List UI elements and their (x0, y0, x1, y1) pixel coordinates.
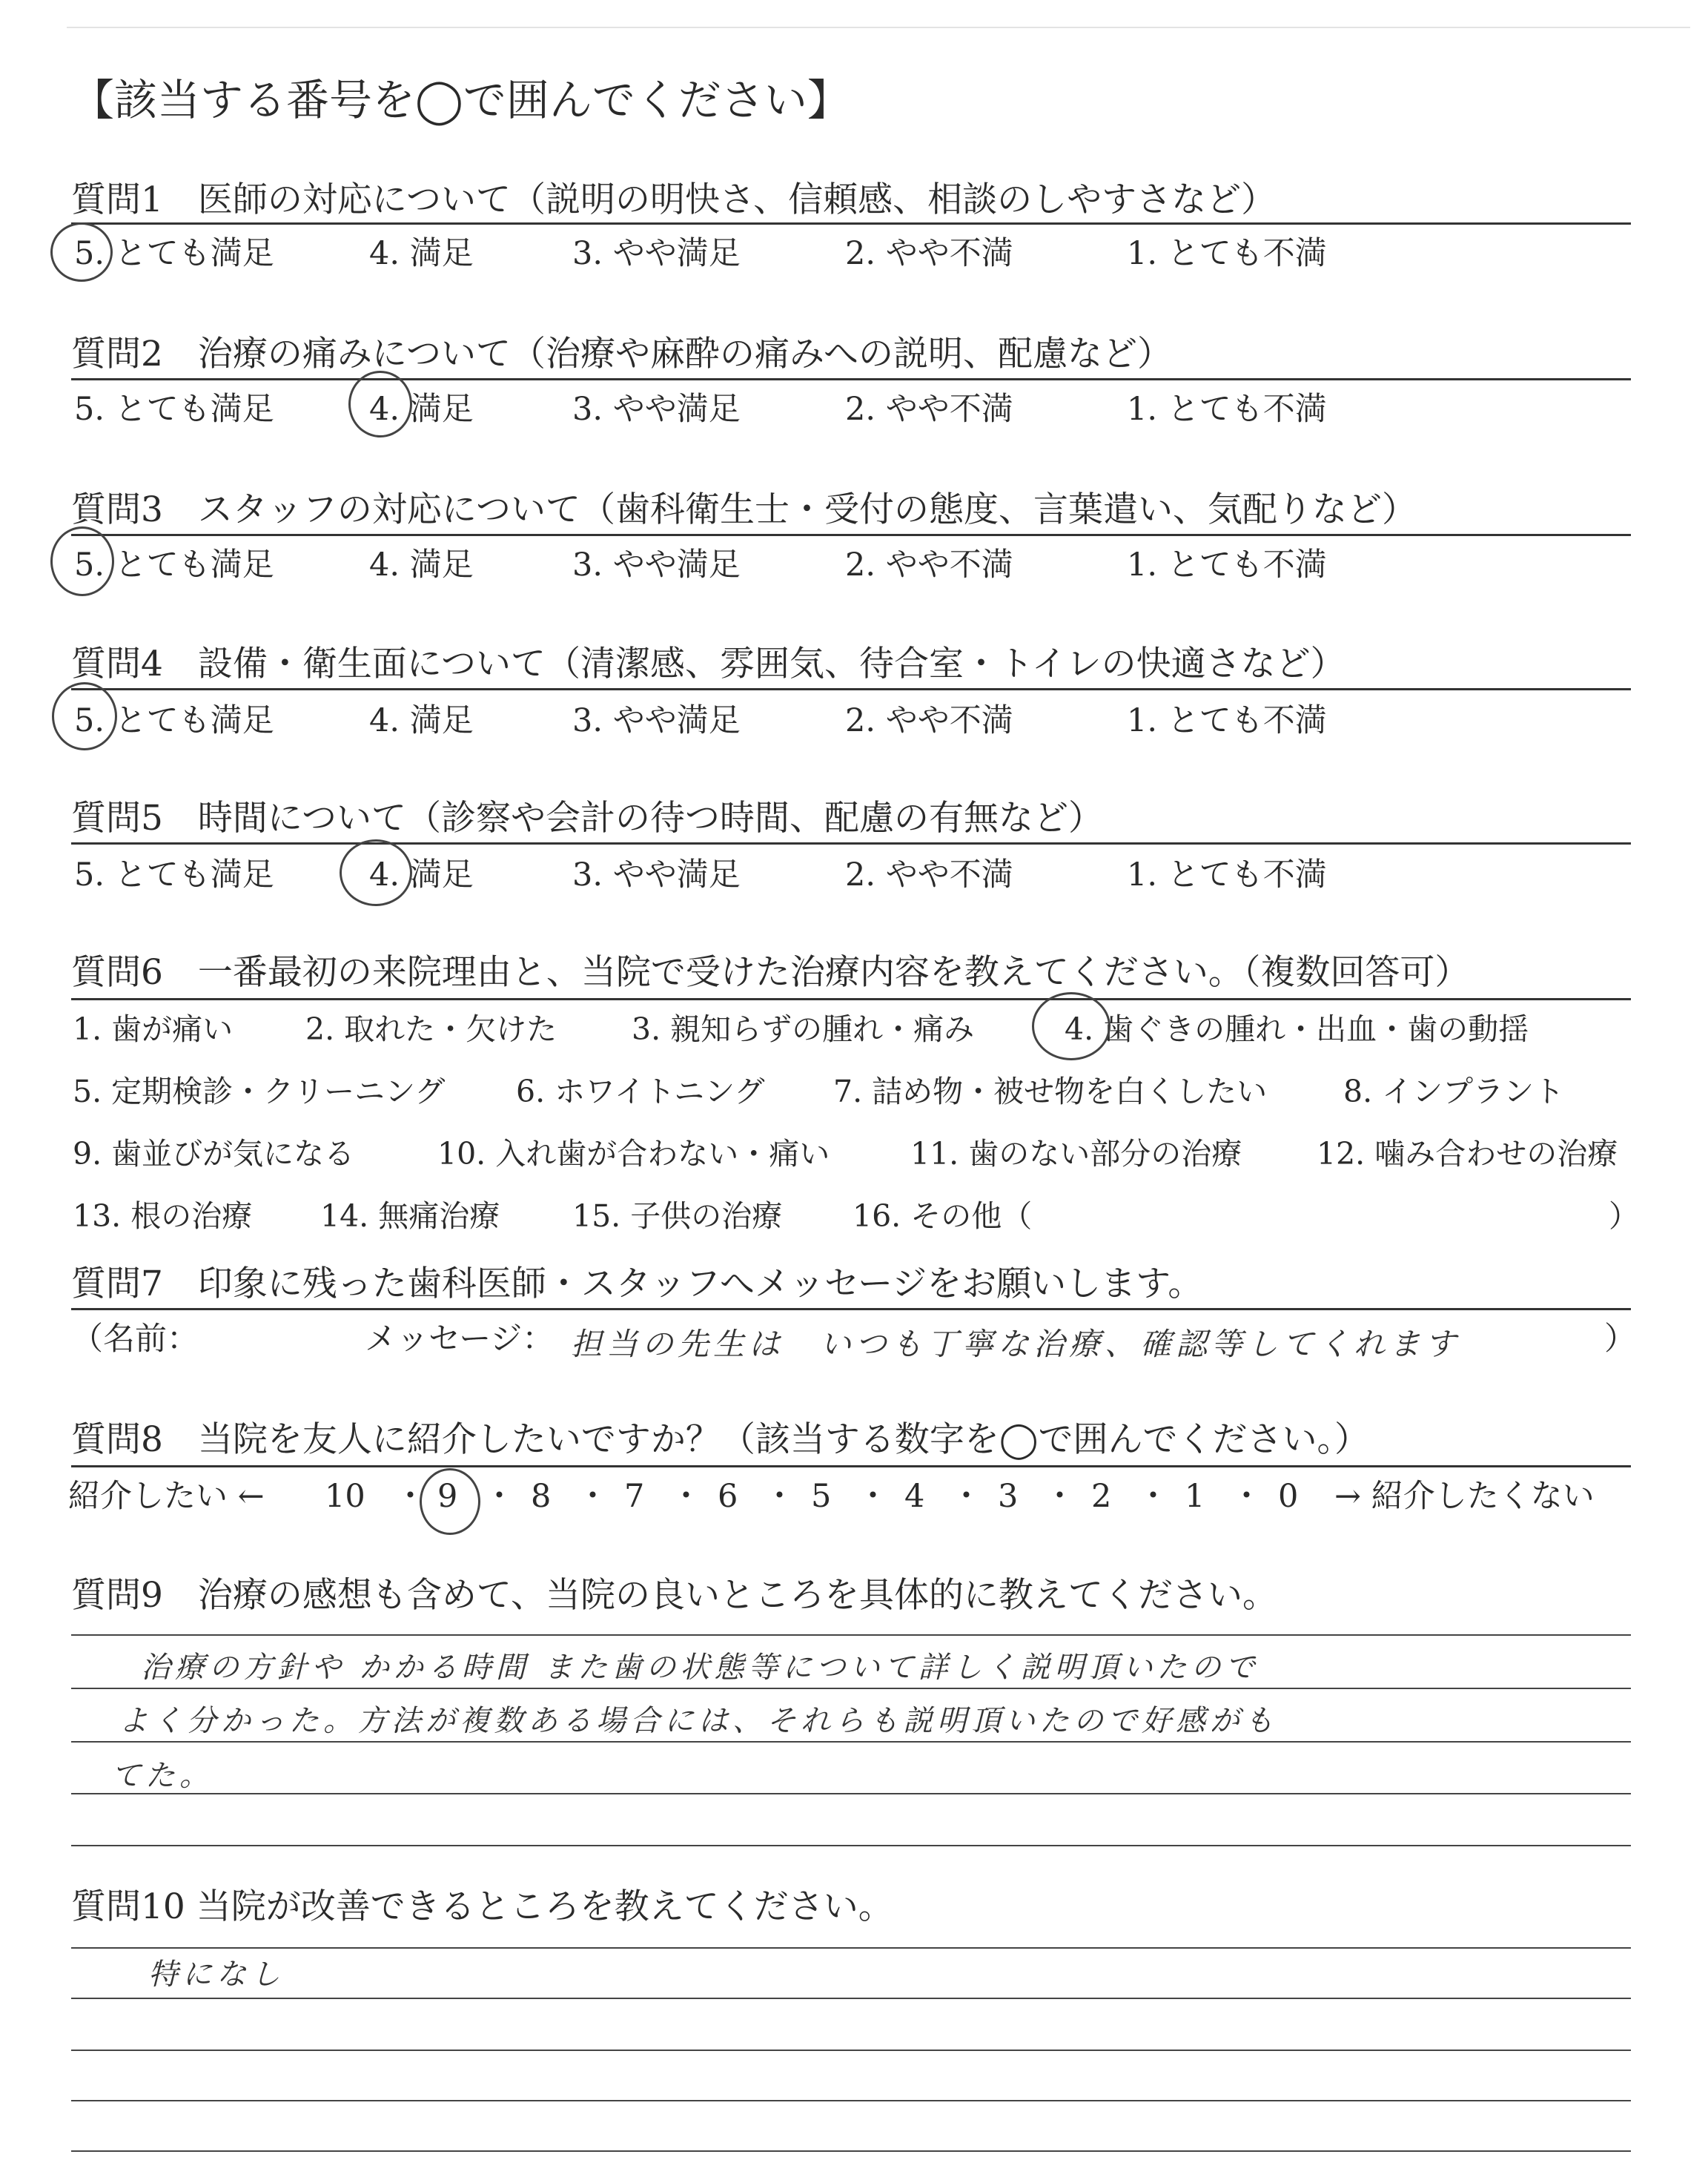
q1-option-2[interactable]: 2. やや不満 (845, 235, 1013, 272)
q6-text: 一番最初の来院理由と、当院で受けた治療内容を教えてください。（複数回答可） (197, 952, 1470, 993)
q6-selection-circle (1032, 992, 1110, 1060)
q9-answer-line-1[interactable]: 治療の方針や かかる時間 また歯の状態等について詳しく説明頂いたので (141, 1651, 1260, 1685)
q10-answer-line-1[interactable]: 特になし (148, 1958, 285, 1992)
q8-left-label: 紹介したい ← (68, 1478, 265, 1515)
q2-heading (71, 331, 1172, 378)
q6-option-8[interactable]: 8. インプラント (1343, 1074, 1565, 1109)
q4-options (0, 700, 1708, 744)
q5-option-2[interactable]: 2. やや不満 (845, 856, 1013, 894)
q8-scale-2[interactable]: 2 (1091, 1478, 1112, 1515)
q6-option-10[interactable]: 10. 入れ歯が合わない・痛い (437, 1136, 830, 1172)
q6-option-2[interactable]: 2. 取れた・欠けた (305, 1011, 557, 1047)
q1-selection-circle (50, 222, 113, 282)
q9-line-2 (71, 1688, 1631, 1689)
q3-rule (71, 534, 1631, 536)
q7-label: 質問7 (71, 1264, 163, 1304)
q3-option-3[interactable]: 3. やや満足 (572, 546, 741, 584)
q7-close-paren: ） (1604, 1321, 1636, 1358)
q10-heading (71, 1883, 893, 1931)
q8-scale: 紹介したい ← 10 ・ 9 ・ 8 ・ 7 ・ 6 ・ 5 ・ 4 ・ 3 ・ 2 ・ 1 ・ 0 → 紹介したくない (0, 1476, 1708, 1520)
q9-line-4 (71, 1793, 1631, 1794)
q1-option-5[interactable]: 5. とても満足 (74, 235, 274, 272)
q1-rule (71, 222, 1631, 225)
q4-option-3[interactable]: 3. やや満足 (572, 702, 741, 739)
instruction-title: 【該当する番号を◯で囲んでください】 (71, 75, 850, 125)
q6-option-5[interactable]: 5. 定期検診・クリーニング (73, 1074, 446, 1109)
q7-rule (71, 1308, 1631, 1310)
q10-line-3 (71, 2050, 1631, 2051)
q2-option-5[interactable]: 5. とても満足 (74, 391, 274, 428)
q6-option-13[interactable]: 13. 根の治療 (73, 1198, 253, 1234)
q8-scale-7[interactable]: 7 (624, 1478, 645, 1515)
q6-option-7[interactable]: 7. 詰め物・被せ物を白くしたい (833, 1074, 1268, 1109)
q3-option-2[interactable]: 2. やや不満 (845, 546, 1013, 584)
q7-text: 印象に残った歯科医師・スタッフへメッセージをお願いします。 (197, 1264, 1203, 1304)
q8-scale-1[interactable]: 1 (1185, 1478, 1205, 1515)
q1-text: 医師の対応について（説明の明快さ、信頼感、相談のしやすさなど） (197, 179, 1277, 220)
q3-options (0, 544, 1708, 589)
q8-scale-8[interactable]: 8 (531, 1478, 552, 1515)
q6-option-1[interactable]: 1. 歯が痛い (73, 1011, 234, 1047)
q5-option-4[interactable]: 4. 満足 (369, 856, 474, 894)
q1-option-1[interactable]: 1. とても不満 (1127, 235, 1327, 272)
q8-scale-5[interactable]: 5 (811, 1478, 832, 1515)
q4-heading (71, 641, 1345, 688)
q8-scale-3[interactable]: 3 (998, 1478, 1019, 1515)
q1-label: 質問1 (71, 179, 163, 220)
q5-label: 質問5 (71, 798, 163, 839)
q3-text: スタッフの対応について（歯科衛生士・受付の態度、言葉遣い、気配りなど） (197, 489, 1417, 530)
q7-message-label: メッセージ： (365, 1321, 555, 1358)
q10-line-1 (71, 1947, 1631, 1949)
q8-text: 当院を友人に紹介したいですか？（該当する数字を◯で囲んでください。） (197, 1419, 1370, 1460)
q8-selection-circle (420, 1468, 480, 1535)
q6-heading (71, 949, 1469, 997)
q6-rule (71, 998, 1631, 1000)
q2-option-3[interactable]: 3. やや満足 (572, 391, 741, 428)
q3-option-1[interactable]: 1. とても不満 (1127, 546, 1327, 584)
q7-message-text[interactable]: 担当の先生は いつも丁寧な治療、確認等してくれます (571, 1326, 1461, 1362)
q1-option-4[interactable]: 4. 満足 (369, 235, 474, 272)
q8-scale-0[interactable]: 0 (1278, 1478, 1299, 1515)
q6-option-3[interactable]: 3. 親知らずの腫れ・痛み (632, 1011, 975, 1047)
q4-option-5[interactable]: 5. とても満足 (74, 702, 274, 739)
q10-line-5 (71, 2150, 1631, 2152)
q9-line-1 (71, 1634, 1631, 1636)
q8-scale-6[interactable]: 6 (718, 1478, 738, 1515)
q8-heading (71, 1416, 1369, 1464)
q5-selection-circle (340, 839, 412, 906)
q10-text: 当院が改善できるところを教えてください。 (196, 1886, 893, 1927)
q9-answer-line-3[interactable]: てた。 (111, 1759, 214, 1793)
q8-rule (71, 1465, 1631, 1467)
q4-label: 質問4 (71, 644, 163, 684)
q6-option-16-close: ） (1609, 1198, 1639, 1234)
q6-option-9[interactable]: 9. 歯並びが気になる (73, 1136, 355, 1172)
q5-rule (71, 842, 1631, 845)
q9-text: 治療の感想も含めて、当院の良いところを具体的に教えてください。 (197, 1575, 1277, 1616)
q8-scale-4[interactable]: 4 (904, 1478, 925, 1515)
q5-option-3[interactable]: 3. やや満足 (572, 856, 741, 894)
q8-scale-9[interactable]: 9 (437, 1478, 458, 1515)
q4-text: 設備・衛生面について（清潔感、雰囲気、待合室・トイレの快適さなど） (197, 644, 1345, 684)
q9-heading (71, 1572, 1277, 1619)
q3-option-5[interactable]: 5. とても満足 (74, 546, 274, 584)
q2-selection-circle (348, 371, 412, 437)
q2-option-1[interactable]: 1. とても不満 (1127, 391, 1327, 428)
q2-rule (71, 378, 1631, 380)
q5-text: 時間について（診察や会計の待つ時間、配慮の有無など） (197, 798, 1103, 839)
q10-line-2 (71, 1998, 1631, 1999)
q4-option-2[interactable]: 2. やや不満 (845, 702, 1013, 739)
q5-heading (71, 795, 1103, 842)
q6-option-6[interactable]: 6. ホワイトニング (516, 1074, 765, 1109)
q6-label: 質問6 (71, 952, 163, 993)
q1-heading (71, 176, 1276, 224)
q2-option-2[interactable]: 2. やや不満 (845, 391, 1013, 428)
q1-option-3[interactable]: 3. やや満足 (572, 235, 741, 272)
q5-options (0, 854, 1708, 899)
q2-option-4[interactable]: 4. 満足 (369, 391, 474, 428)
q7-name-label: （名前： (71, 1321, 199, 1358)
q9-line-3 (71, 1741, 1631, 1743)
top-border (67, 27, 1690, 28)
q5-option-5[interactable]: 5. とても満足 (74, 856, 274, 894)
q6-option-11[interactable]: 11. 歯のない部分の治療 (910, 1136, 1242, 1172)
q8-scale-10[interactable]: 10 (325, 1478, 365, 1515)
q4-option-1[interactable]: 1. とても不満 (1127, 702, 1327, 739)
q10-line-4 (71, 2100, 1631, 2101)
q6-option-14[interactable]: 14. 無痛治療 (320, 1198, 500, 1234)
q6-option-12[interactable]: 12. 噛み合わせの治療 (1317, 1136, 1618, 1172)
q8-right-label: → 紹介したくない (1334, 1478, 1595, 1515)
q9-answer-line-2[interactable]: よく分かった。方法が複数ある場合には、それらも説明頂いたので好感がも (119, 1704, 1278, 1738)
q2-text: 治療の痛みについて（治療や麻酔の痛みへの説明、配慮など） (197, 334, 1173, 374)
q4-selection-circle (52, 682, 117, 750)
q1-options (0, 233, 1708, 277)
q5-option-1[interactable]: 1. とても不満 (1127, 856, 1327, 894)
q6-options (0, 1008, 1708, 1238)
q2-label: 質問2 (71, 334, 163, 374)
q6-option-4[interactable]: 4. 歯ぐきの腫れ・出血・歯の動揺 (1065, 1011, 1529, 1047)
q3-heading (71, 486, 1417, 534)
q6-option-16[interactable]: 16. その他（ (853, 1198, 1033, 1234)
q9-label: 質問9 (71, 1575, 163, 1616)
q9-line-5 (71, 1845, 1631, 1846)
q3-selection-circle (50, 526, 114, 596)
q4-option-4[interactable]: 4. 満足 (369, 702, 474, 739)
q3-label: 質問3 (71, 489, 163, 530)
q7-heading (71, 1261, 1202, 1308)
q3-option-4[interactable]: 4. 満足 (369, 546, 474, 584)
q4-rule (71, 688, 1631, 690)
q2-options (0, 389, 1708, 433)
q8-label: 質問8 (71, 1419, 163, 1460)
q6-option-15[interactable]: 15. 子供の治療 (572, 1198, 783, 1234)
q10-label: 質問10 (71, 1886, 185, 1927)
